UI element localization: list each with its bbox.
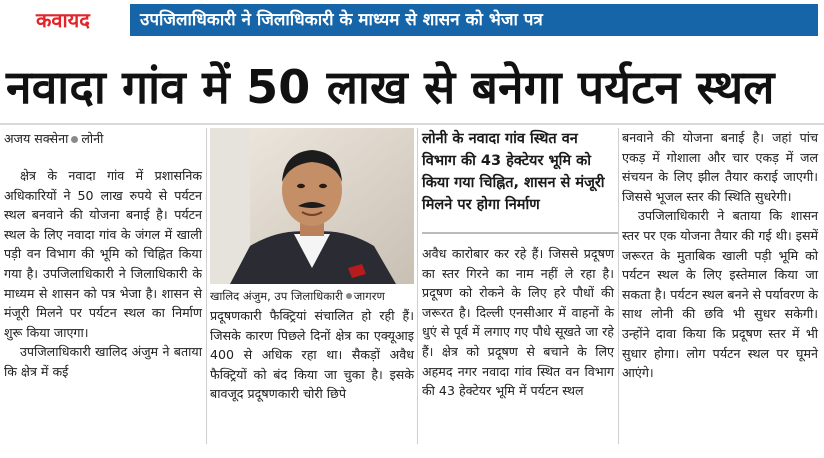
pull-quote: लोनी के नवादा गांव स्थित वन विभाग की 43 हेक्टेयर भूमि को किया गया चिह्नित, शासन से मंजूरी मिलने पर होगा निर्माण: [422, 131, 605, 213]
pull-quote-divider: [422, 232, 618, 234]
paragraph: अवैध कारोबार कर रहे हैं। जिससे प्रदूषण का स्तर गिरने का नाम नहीं ले रहा है। प्रदूषण को रोकने के लिए हरे पौधों की जरूरत है। दिल्ली एनसीआर में वाहनों के धुएं से पूर्व में लगाए गए पौधे सूखते जा रहे हैं। क्षेत्र को प्रदूषण से बचाने के लिए अहमद नगर नवादा गांव स्थित वन विभाग की 43 हेक्टेयर भूमि में पर्यटन स्थल: [422, 246, 614, 399]
paragraph: उपजिलाधिकारी खालिद अंजुम ने बताया कि क्षेत्र में कई: [4, 344, 202, 379]
headline-divider: [0, 123, 824, 125]
article-column-1: [4, 166, 202, 382]
byline-author: अजय सक्सेना: [4, 131, 69, 146]
bullet-dot-icon: [71, 136, 78, 143]
article-column-4: [622, 128, 818, 383]
byline-place: लोनी: [81, 131, 104, 146]
column-divider: [618, 128, 619, 444]
paragraph: प्रदूषणकारी फैक्ट्रियां संचालित हो रही हैं। जिसके कारण पिछले दिनों क्षेत्र का एक्यूआइ 400 से अधिक रहा था। सैकड़ों अवैध फैक्ट्रियों को बंद किया जा चुका है। इसके बावजूद प्रदूषणकारी चोरी छिपे: [210, 308, 414, 402]
paragraph: उपजिलाधिकारी ने बताया कि शासन स्तर पर एक योजना तैयार की गई थी। इसमें जरूरत के मुताबिक खाली पड़ी भूमि को पर्यटन स्थल के लिए इस्तेमाल किया जा सकता है। पर्यटन स्थल बनने से पर्यावरण के साथ लोनी की छवि भी सुधर सकेगी। उन्होंने दावा किया कि प्रदूषण स्तर में भी सुधार होगा। लोग पर्यटन स्थल पर घूमने आएंगे।: [622, 208, 818, 381]
section-kicker: कवायद: [6, 4, 128, 36]
headline: नवादा गांव में 50 लाख से बनेगा पर्यटन स्थल: [6, 60, 775, 114]
portrait-photo: [210, 128, 414, 284]
bullet-dot-icon: [346, 293, 352, 299]
section-strap: उपजिलाधिकारी ने जिलाधिकारी के माध्यम से शासन को भेजा पत्र: [130, 4, 818, 36]
section-header: [0, 0, 824, 42]
caption-text: खालिद अंजुम, उप जिलाधिकारी: [210, 289, 343, 303]
byline: [4, 130, 202, 148]
article-column-3: [422, 244, 614, 401]
column-divider: [417, 128, 418, 444]
paragraph: क्षेत्र के नवादा गांव में प्रशासनिक अधिकारियों ने 50 लाख रुपये से पर्यटन स्थल बनवाने की योजना बनाई है। पर्यटन स्थल के लिए नवादा गांव के जंगल में खाली पड़ी वन विभाग की भूमि को चिह्नित किया गया है। उपजिलाधिकारी ने जिलाधिकारी के माध्यम से शासन को पत्र भेजा है। शासन से मंजूरी मिलने पर पर्यटन स्थल का निर्माण शुरू किया जाएगा।: [4, 168, 202, 340]
photo-credit: जागरण: [353, 289, 385, 303]
column-divider: [206, 128, 207, 444]
article-column-2: [210, 306, 414, 404]
paragraph: बनवाने की योजना बनाई है। जहां पांच एकड़ में गोशाला और चार एकड़ में जल संचयन के लिए झील तैयार कराई जाएगी। जिससे भूजल स्तर की स्थिति सुधरेगी।: [622, 130, 818, 204]
photo-caption: [210, 288, 414, 304]
